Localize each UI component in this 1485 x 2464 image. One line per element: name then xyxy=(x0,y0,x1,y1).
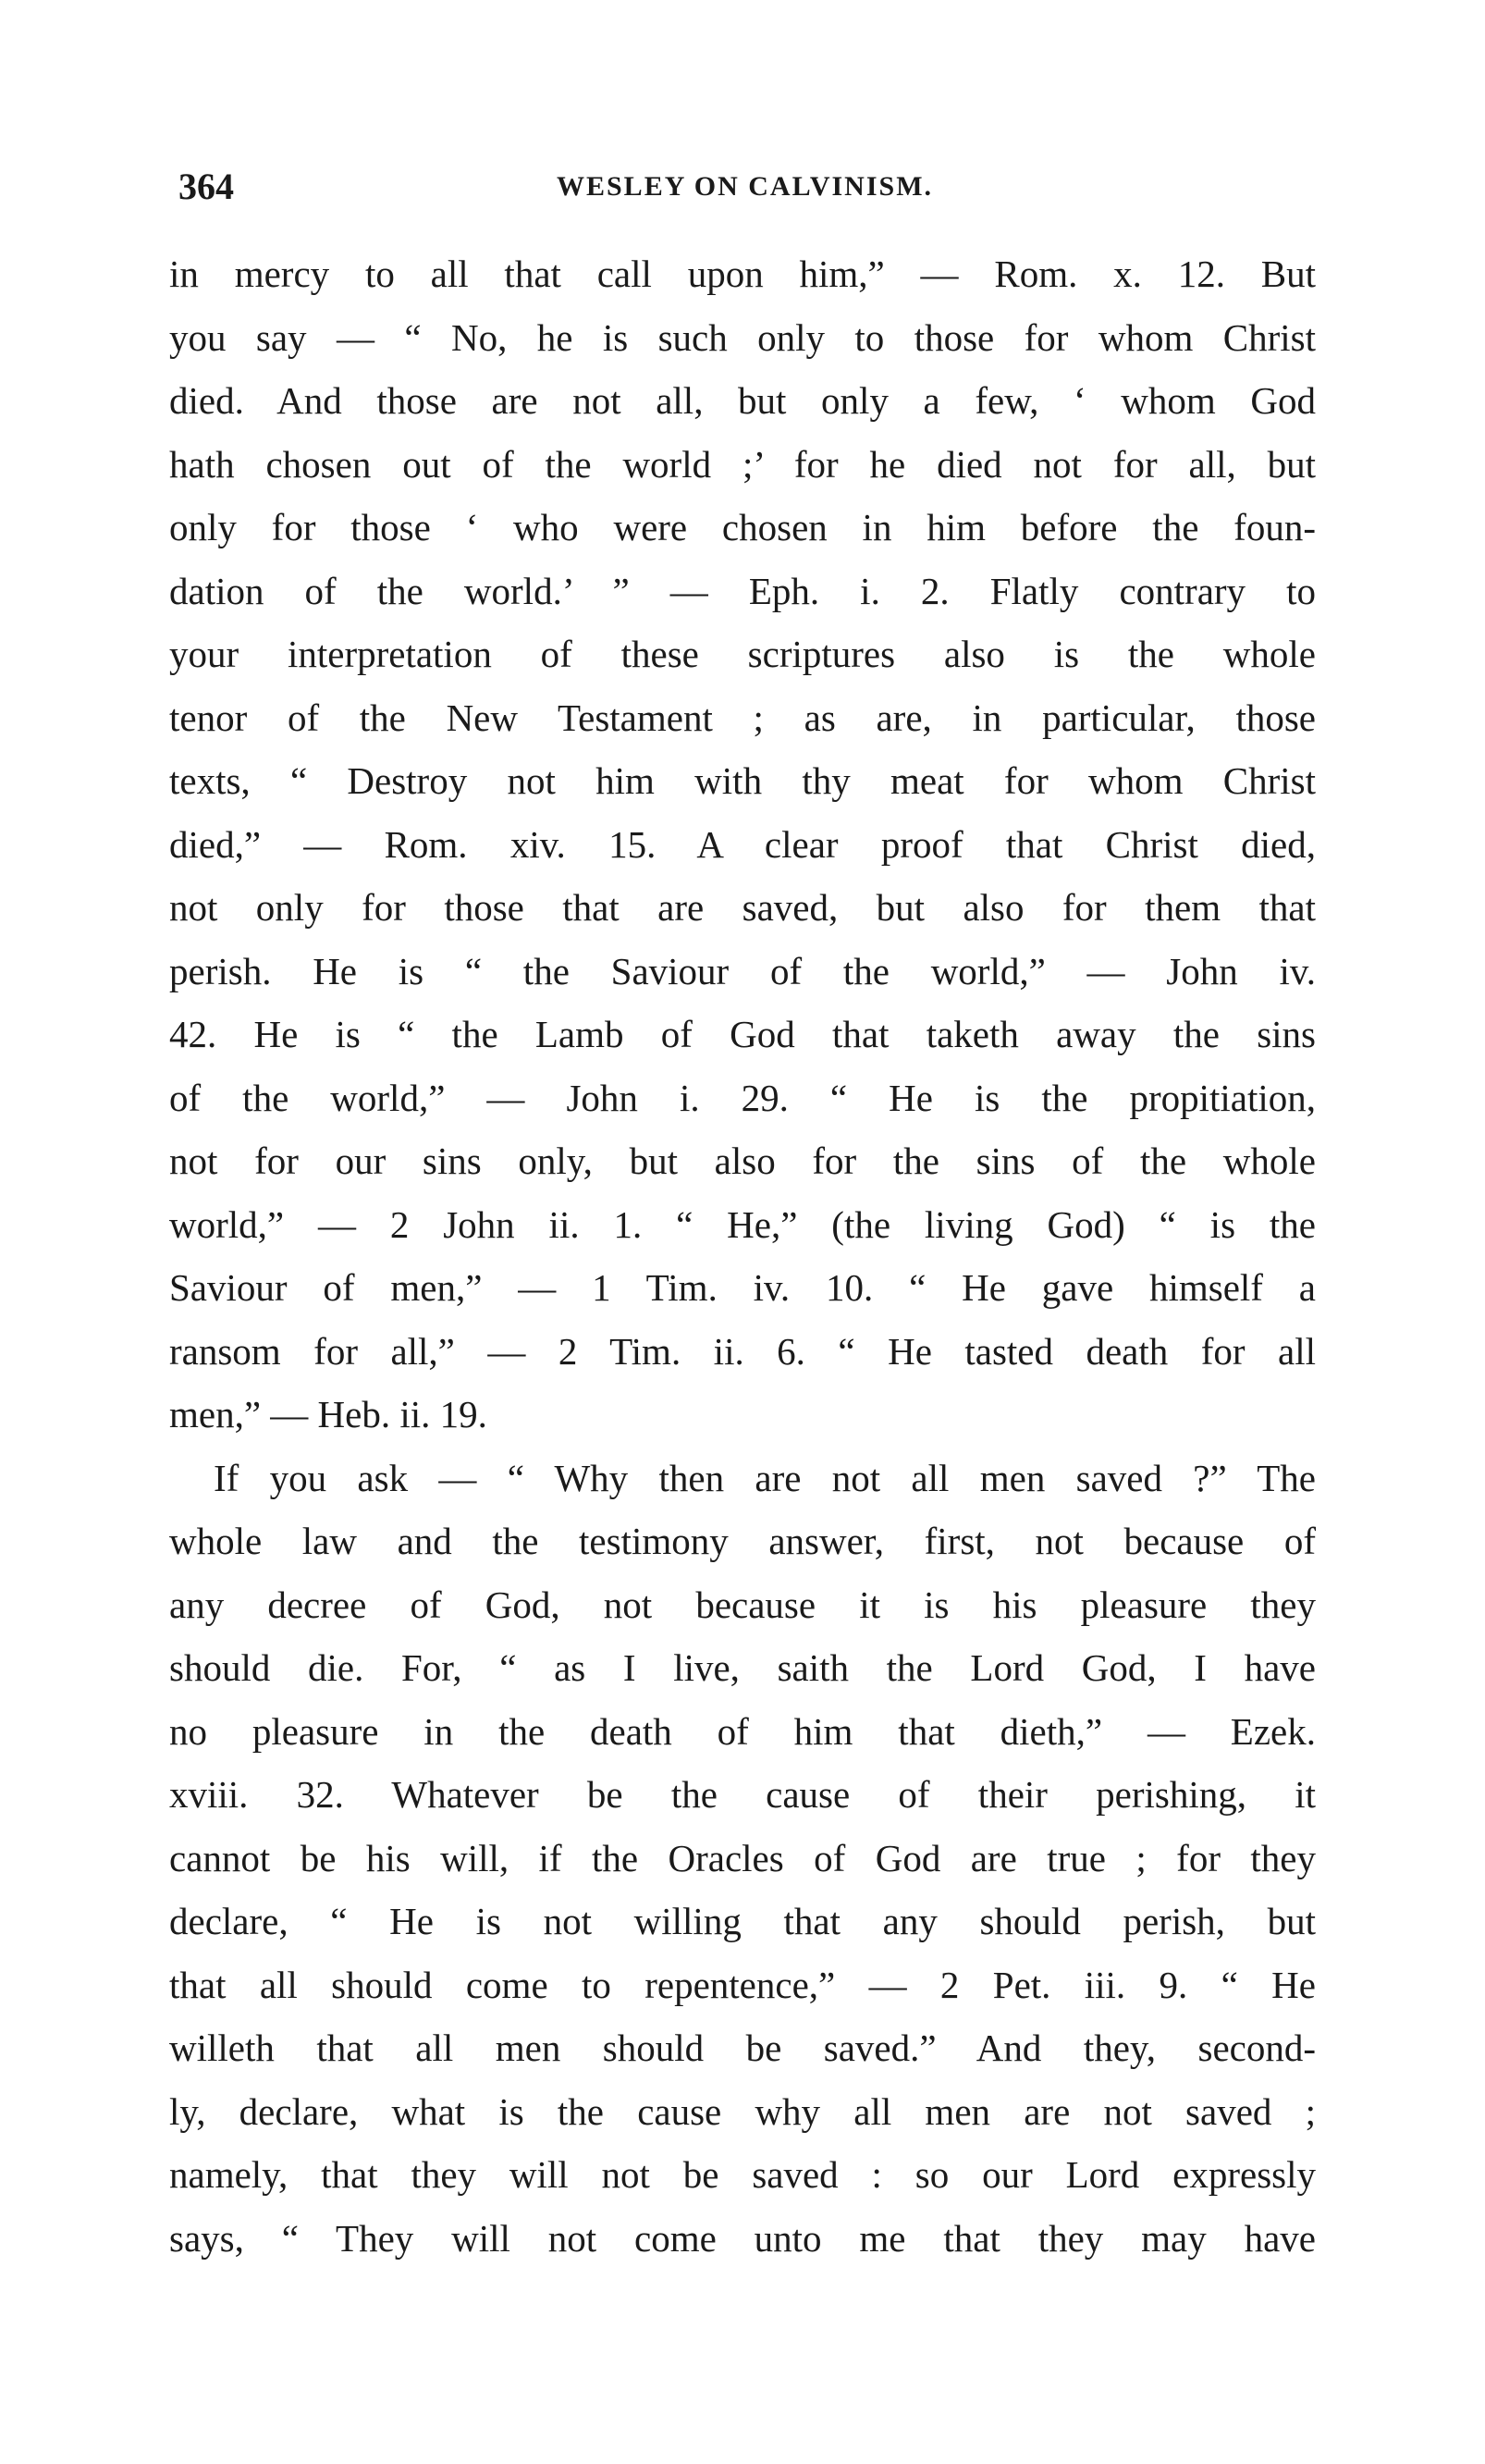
text-line: namely, that they will not be saved : so our Lord expressly xyxy=(169,2153,1316,2196)
text-line: world,” — 2 John ii. 1. “ He,” (the living God) “ is the xyxy=(169,1202,1316,1246)
running-head: WESLEY ON CALVINISM. xyxy=(556,171,934,202)
text-line: xviii. 32. Whatever be the cause of their perishing, it xyxy=(169,1773,1316,1816)
page-header xyxy=(178,161,1311,213)
text-line: that all should come to repentence,” — 2 Pet. iii. 9. “ He xyxy=(169,1963,1316,2006)
text-line: cannot be his will, if the Oracles of God are true ; for they xyxy=(169,1836,1316,1879)
text-line: ly, declare, what is the cause why all men are not saved ; xyxy=(169,2089,1316,2133)
text-line: in mercy to all that call upon him,” — Rom. x. 12. But xyxy=(169,253,1316,295)
text-line: dation of the world.’ ” — Eph. i. 2. Flatly contrary to xyxy=(169,569,1316,612)
page-number: 364 xyxy=(178,166,234,207)
text-line: died,” — Rom. xiv. 15. A clear proof that Christ died, xyxy=(169,822,1316,866)
text-line: hath chosen out of the world ;’ for he died not for all, but xyxy=(169,442,1316,486)
text-line: not for our sins only, but also for the sins of the whole xyxy=(169,1140,1316,1182)
text-line: declare, “ He is not willing that any should perish, but xyxy=(169,1900,1316,1942)
text-line: says, “ They will not come unto me that they may have xyxy=(169,2216,1316,2260)
text-line: only for those ‘ who were chosen in him before the foun- xyxy=(169,506,1316,548)
text-line: whole law and the testimony answer, first, not because of xyxy=(169,1520,1316,1562)
text-line: willeth that all men should be saved.” And they, second- xyxy=(169,2027,1316,2069)
body-text xyxy=(169,242,1316,2270)
text-line: perish. He is “ the Saviour of the world,” — John iv. xyxy=(169,949,1316,992)
text-line: no pleasure in the death of him that dieth,” — Ezek. xyxy=(169,1709,1316,1753)
text-line: of the world,” — John i. 29. “ He is the propitiation, xyxy=(169,1076,1316,1119)
text-line: texts, “ Destroy not him with thy meat for whom Christ xyxy=(169,759,1316,802)
text-line: tenor of the New Testament ; as are, in particular, those xyxy=(169,696,1316,739)
text-line: not only for those that are saved, but also for them that xyxy=(169,886,1316,929)
text-line: Saviour of men,” — 1 Tim. iv. 10. “ He gave himself a xyxy=(169,1266,1316,1309)
paragraph-end-line: men,” — Heb. ii. 19. xyxy=(169,1393,487,1435)
text-line: any decree of God, not because it is his pleasure they xyxy=(169,1583,1316,1626)
text-line: you say — “ No, he is such only to those for whom Christ xyxy=(169,315,1316,359)
paragraph-start-line: If you ask — “ Why then are not all men saved ?” The xyxy=(214,1456,1316,1499)
text-line: 42. He is “ the Lamb of God that taketh away the sins xyxy=(169,1013,1316,1055)
text-line: your interpretation of these scriptures also is the whole xyxy=(169,633,1316,675)
text-line: ransom for all,” — 2 Tim. ii. 6. “ He tasted death for all xyxy=(169,1329,1316,1373)
text-line: died. And those are not all, but only a few, ‘ whom God xyxy=(169,379,1316,422)
text-line: should die. For, “ as I live, saith the Lord God, I have xyxy=(169,1646,1316,1689)
